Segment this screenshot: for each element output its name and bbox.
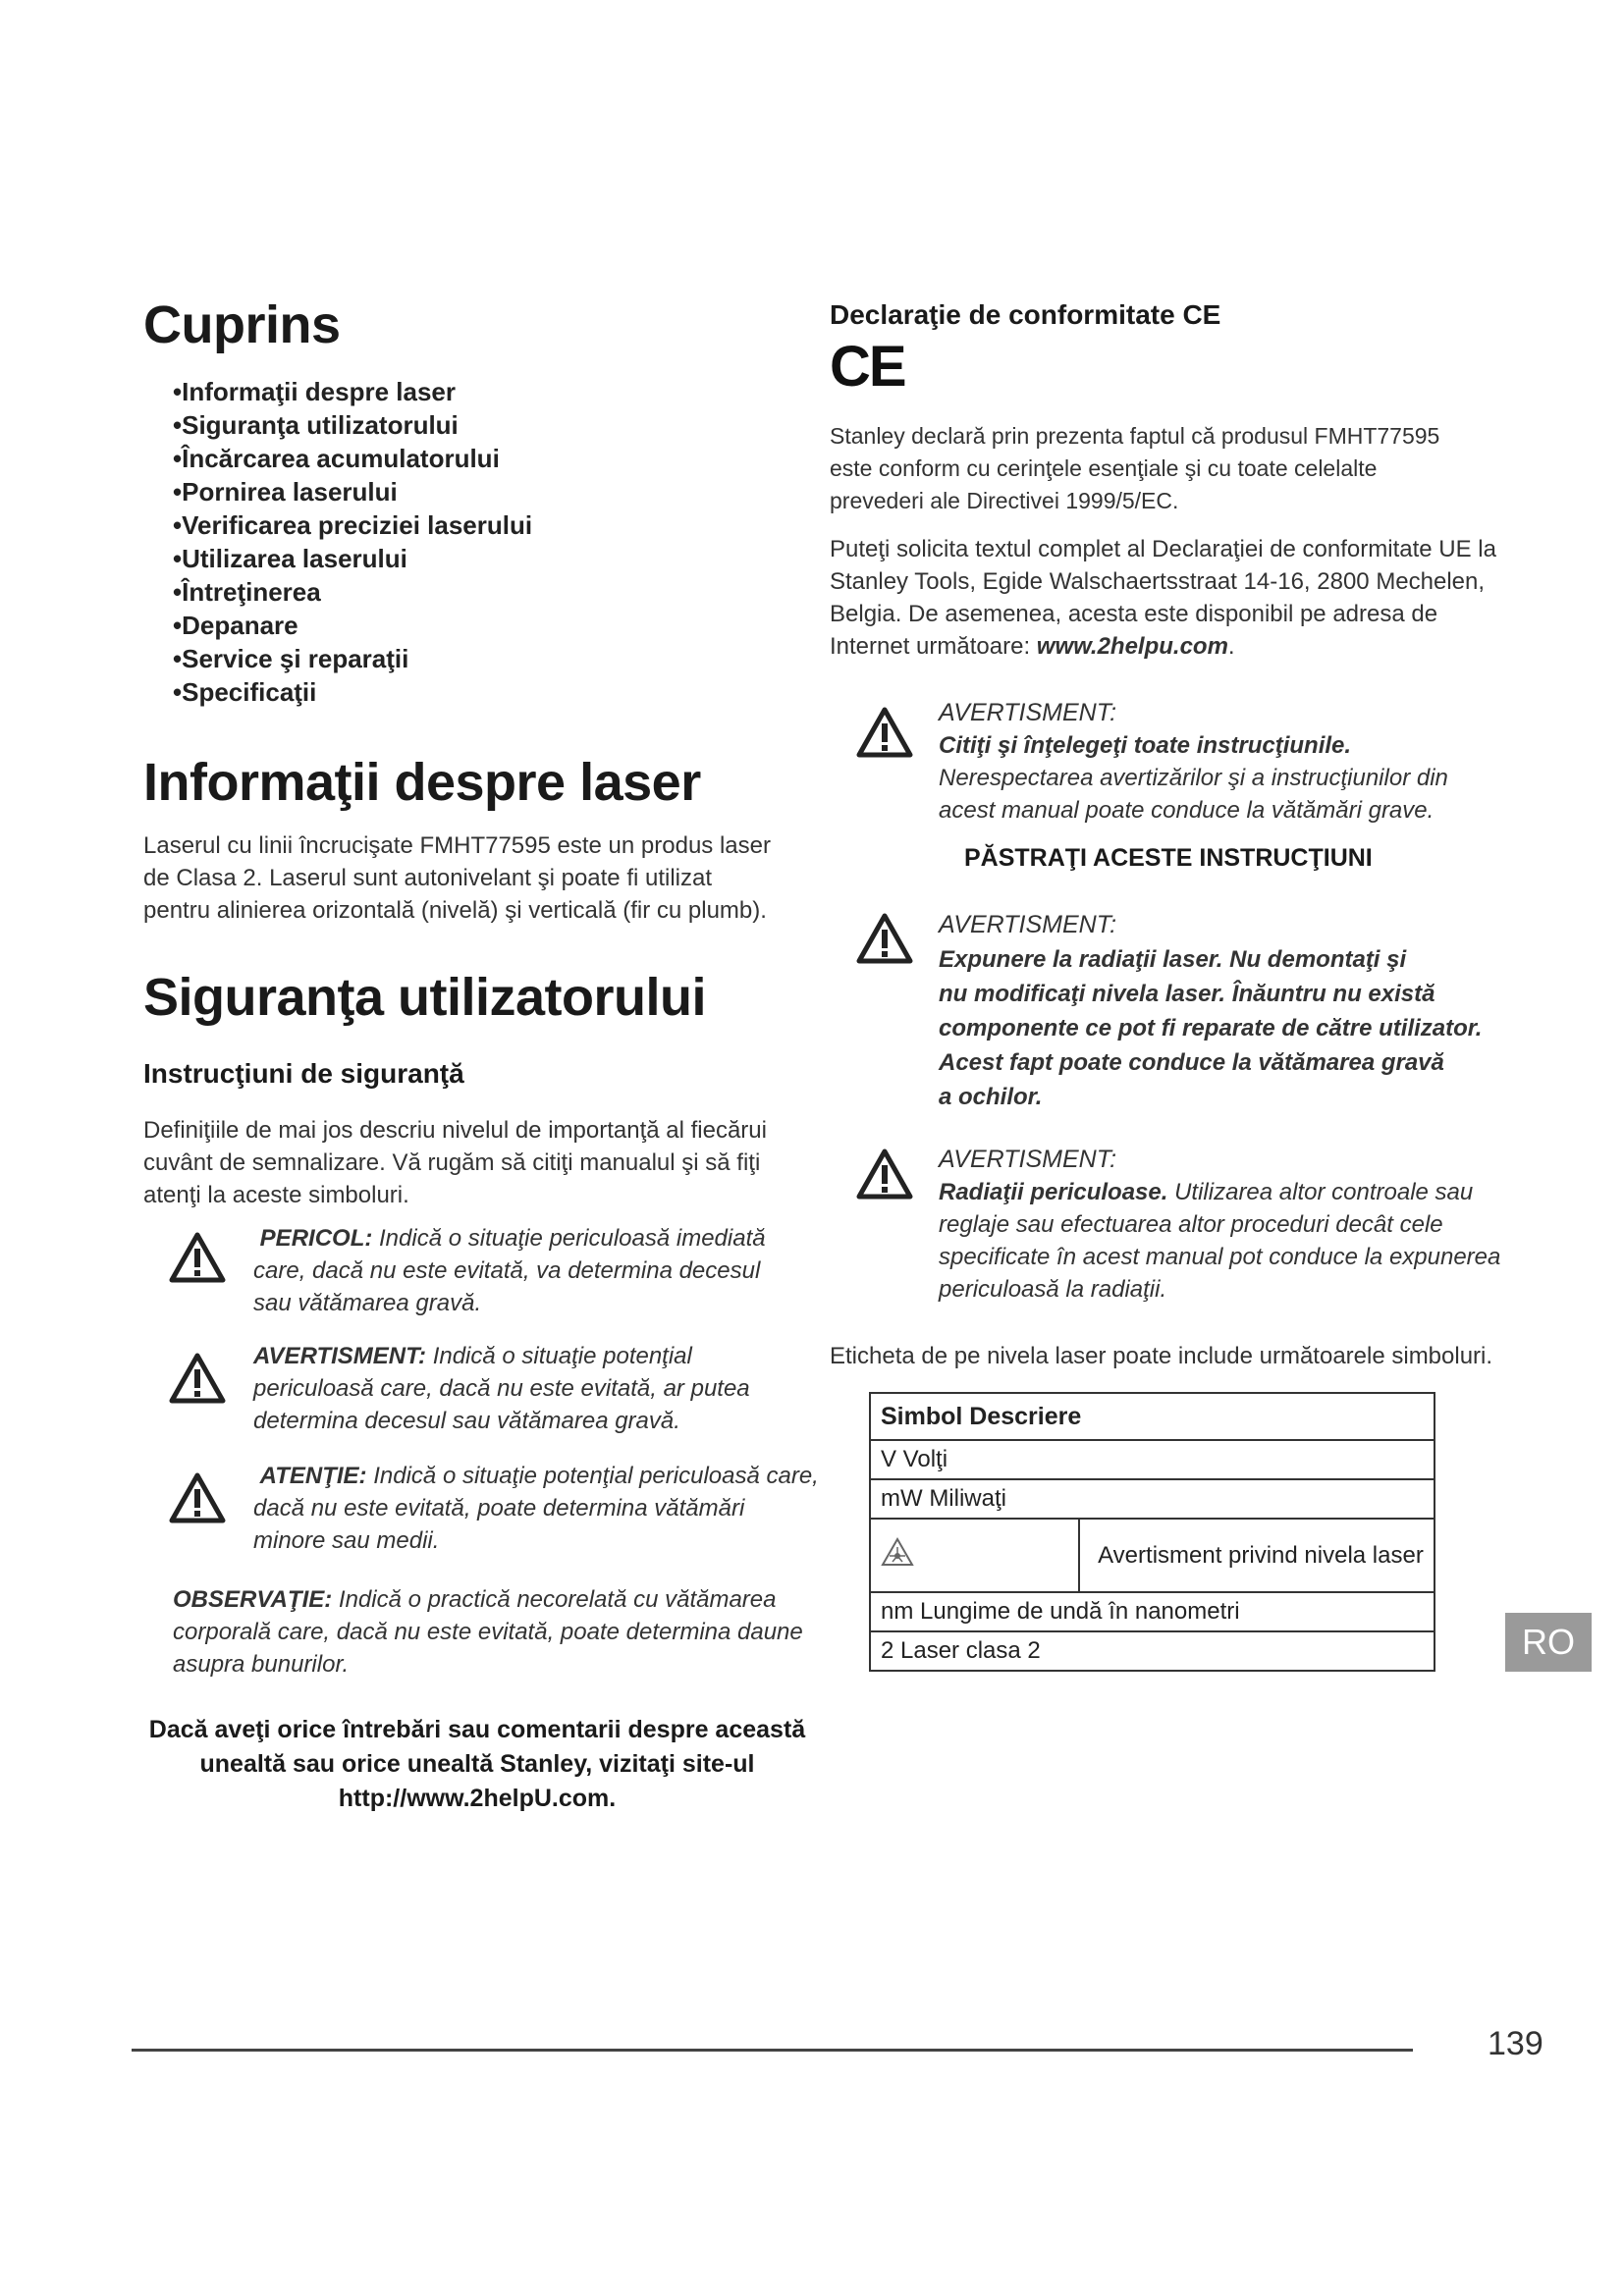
keep-instructions: PĂSTRAŢI ACESTE INSTRUCŢIUNI — [964, 844, 1373, 872]
footer-rule — [132, 2049, 1413, 2052]
toc-item[interactable]: • Încărcarea acumulatorului — [173, 442, 532, 475]
ce-text-end: . — [1227, 633, 1235, 660]
atentie-label: ATENŢIE: — [259, 1463, 367, 1489]
ce-title: Declaraţie de conformitate CE — [830, 299, 1221, 330]
warning-bold: nu modificaţi nivela laser. Înăuntru nu există — [939, 981, 1435, 1007]
table-header: Simbol Descriere — [870, 1393, 1435, 1440]
table-row — [870, 1519, 1435, 1592]
laser-warning-icon — [881, 1537, 914, 1567]
warning-bold: Citiţi şi înţelegeţi toate instrucţiunile. — [939, 732, 1352, 759]
atentie-definition — [253, 1460, 823, 1557]
observatie-definition — [173, 1583, 811, 1681]
pericol-text: Indică o situaţie periculoasă imediată care, dacă nu este evitată, va determina decesul sau vătămarea gravă. — [253, 1225, 766, 1316]
warning-label: AVERTISMENT: — [939, 699, 1117, 726]
observatie-label: OBSERVAŢIE: — [173, 1586, 333, 1613]
table-cell: Avertisment privind nivela laser — [1079, 1519, 1435, 1592]
toc-item[interactable]: • Service şi reparaţii — [173, 642, 532, 675]
avertisment-definition — [253, 1340, 764, 1437]
safety-intro: Definiţiile de mai jos descriu nivelul de importanţă al fiecărui cuvânt de semnalizare. Vă rugăm să citiţi manualul şi să fiţi atenţi la aceste simboluri. — [143, 1117, 767, 1208]
warning-label: AVERTISMENT: — [939, 911, 1117, 938]
safety-subtitle: Instrucţiuni de siguranţă — [143, 1058, 464, 1089]
warning-block — [939, 1144, 1508, 1306]
warning-bold: Expunere la radiaţii laser. Nu demontaţi şi — [939, 946, 1407, 973]
warning-block — [939, 697, 1489, 827]
ce-mark: CE — [830, 335, 905, 399]
toc-item[interactable]: • Specificaţii — [173, 675, 532, 709]
toc-item[interactable]: • Utilizarea laserului — [173, 542, 532, 575]
page-number: 139 — [1488, 2025, 1543, 2062]
toc-list — [173, 375, 532, 709]
info-title: Informaţii despre laser — [143, 753, 701, 812]
warning-bold: a ochilor. — [939, 1084, 1043, 1110]
contact-line: Dacă aveţi orice întrebări sau comentarii despre această — [148, 1716, 806, 1743]
warning-text: Utilizarea altor controale sau reglaje sau efectuarea altor proceduri decât cele specificate în acest manual pot conduce la expunerea periculoasă la radiaţii. — [939, 1179, 1501, 1303]
table-row — [870, 1479, 1435, 1519]
table-row — [870, 1592, 1435, 1631]
contact-url[interactable]: http://www.2helpU.com. — [338, 1785, 617, 1812]
warning-bold: componente ce pot fi reparate de către utilizator. — [939, 1015, 1483, 1041]
toc-item[interactable]: • Depanare — [173, 609, 532, 642]
warning-triangle-icon — [169, 1232, 226, 1283]
info-text: Laserul cu linii încrucişate FMHT77595 este un produs laser de Clasa 2. Laserul sunt autonivelant şi poate fi utilizat pentru alinierea orizontală (nivelă) şi verticală (fir cu plumb). — [143, 832, 771, 924]
table-cell: V Volţi — [870, 1440, 1435, 1479]
table-row — [870, 1440, 1435, 1479]
table-cell: nm Lungime de undă în nanometri — [870, 1592, 1435, 1631]
safety-title: Siguranţa utilizatorului — [143, 968, 707, 1027]
toc-title: Cuprins — [143, 295, 341, 354]
observatie-text: Indică o practică necorelată cu vătămarea corporală care, dacă nu este evitată, poate determina daune asupra bunurilor. — [173, 1586, 803, 1678]
pericol-label: PERICOL: — [259, 1225, 373, 1252]
warning-triangle-icon — [856, 913, 913, 964]
warning-bold: Radiaţii periculoase. — [939, 1179, 1168, 1205]
toc-item[interactable]: • Siguranţa utilizatorului — [173, 408, 532, 442]
toc-item[interactable]: • Informaţii despre laser — [173, 375, 532, 408]
language-tab: RO — [1505, 1613, 1592, 1672]
toc-item[interactable]: • Verificarea preciziei laserului — [173, 508, 532, 542]
contact-note — [143, 1713, 811, 1816]
table-cell: mW Miliwaţi — [870, 1479, 1435, 1519]
ce-link[interactable]: www.2helpu.com — [1036, 633, 1228, 660]
warning-triangle-icon — [856, 1148, 913, 1200]
warning-block — [939, 908, 1547, 1114]
symbol-table — [869, 1392, 1435, 1672]
table-row — [870, 1631, 1435, 1671]
warning-triangle-icon — [169, 1472, 226, 1523]
avertisment-text: Indică o situaţie potenţial periculoasă care, dacă nu este evitată, ar putea determina decesul sau vătămarea gravă. — [253, 1343, 750, 1434]
ce-paragraph: Stanley declară prin prezenta faptul că produsul FMHT77595 este conform cu cerinţele esenţiale şi cu toate celelalte prevederi ale Directivei 1999/5/EC. — [830, 423, 1440, 513]
warning-label: AVERTISMENT: — [939, 1146, 1117, 1173]
warning-triangle-icon — [856, 707, 913, 758]
table-cell — [870, 1519, 1079, 1592]
ce-paragraph — [830, 533, 1497, 663]
avertisment-label: AVERTISMENT: — [253, 1343, 427, 1369]
warning-bold: Acest fapt poate conduce la vătămarea gravă — [939, 1049, 1444, 1076]
label-intro: Eticheta de pe nivela laser poate include următoarele simboluri. — [830, 1343, 1493, 1369]
toc-item[interactable]: • Pornirea laserului — [173, 475, 532, 508]
contact-line: unealtă sau orice unealtă Stanley, vizitaţi site-ul — [199, 1750, 755, 1778]
ce-text: Puteţi solicita textul complet al Declaraţiei de conformitate UE la Stanley Tools, Egide Walschaertsstraat 14-16, 2800 Mechelen, Belgia. De asemenea, acesta este disponibil pe adresa de Internet următoare: — [830, 536, 1496, 660]
pericol-definition — [253, 1222, 803, 1319]
table-header-row — [870, 1393, 1435, 1440]
warning-triangle-icon — [169, 1353, 226, 1404]
warning-text: Nerespectarea avertizărilor şi a instrucţiunilor din acest manual poate conduce la vătămări grave. — [939, 765, 1448, 824]
table-cell: 2 Laser clasa 2 — [870, 1631, 1435, 1671]
toc-item[interactable]: • Întreţinerea — [173, 575, 532, 609]
atentie-text: Indică o situaţie potenţial periculoasă care, dacă nu este evitată, poate determina vătămări minore sau medii. — [253, 1463, 819, 1554]
